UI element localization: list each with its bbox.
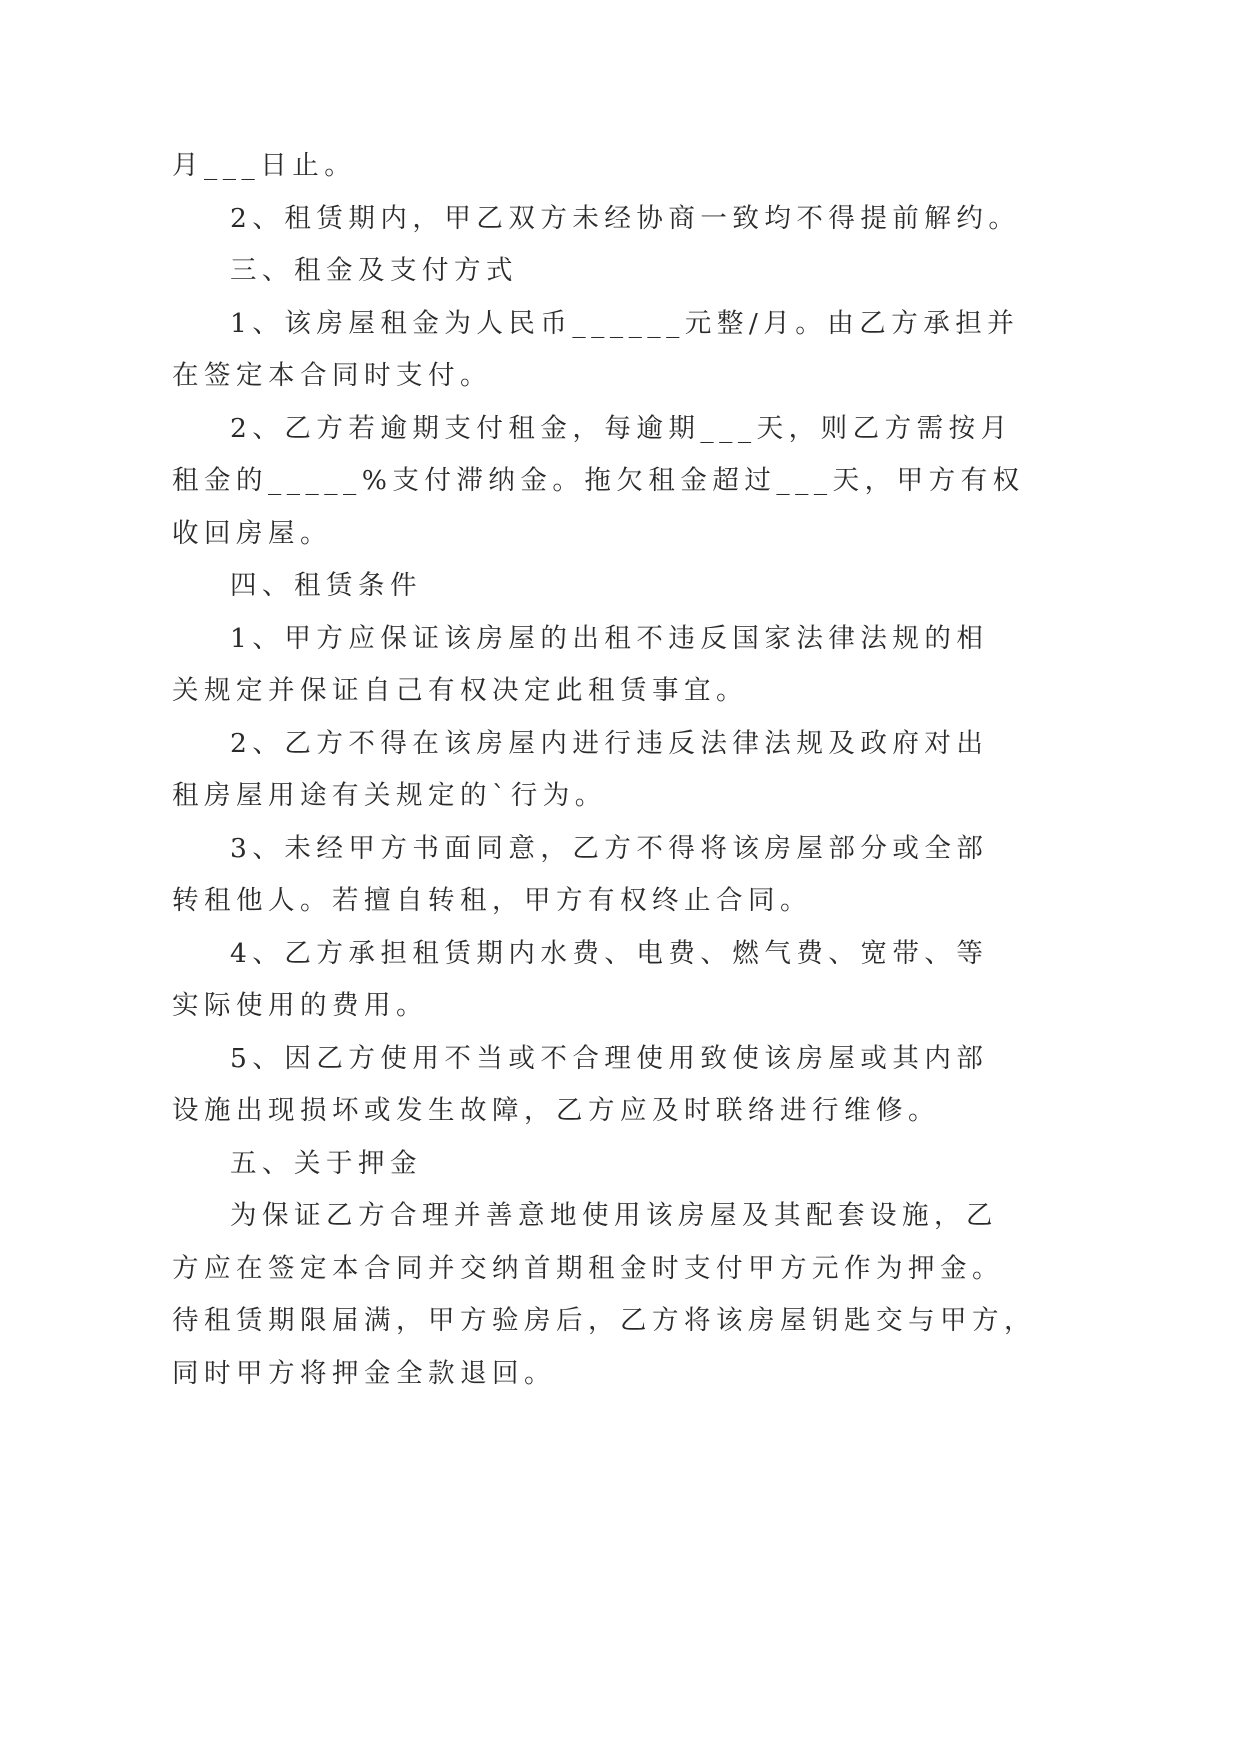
- section-heading: 五、关于押金: [230, 1147, 422, 1179]
- text-line: 4、乙方承担租赁期内水费、电费、燃气费、宽带、等: [230, 937, 989, 969]
- text-line: 为保证乙方合理并善意地使用该房屋及其配套设施，乙: [230, 1200, 998, 1231]
- text-line: 转租他人。若擅自转租，甲方有权终止合同。: [172, 885, 812, 916]
- text-line: 在签定本合同时支付。: [172, 360, 492, 391]
- text-line: 2、租赁期内，甲乙双方未经协商一致均不得提前解约。: [230, 202, 1021, 234]
- text-line: 待租赁期限届满，甲方验房后，乙方将该房屋钥匙交与甲方，: [172, 1305, 1036, 1336]
- text-line: 1、甲方应保证该房屋的出租不违反国家法律法规的相: [230, 622, 989, 654]
- text-line: 租房屋用途有关规定的`行为。: [172, 780, 607, 811]
- section-heading: 四、租赁条件: [230, 570, 422, 601]
- text-line: 3、未经甲方书面同意，乙方不得将该房屋部分或全部: [230, 832, 989, 864]
- text-line: 实际使用的费用。: [172, 990, 428, 1021]
- text-line: 关规定并保证自己有权决定此租赁事宜。: [172, 675, 748, 706]
- text-line: 1、该房屋租金为人民币______元整/月。由乙方承担并: [230, 307, 1020, 339]
- text-line: 2、乙方若逾期支付租金，每逾期___天，则乙方需按月: [230, 412, 1013, 444]
- text-line: 2、乙方不得在该房屋内进行违反法律法规及政府对出: [230, 727, 989, 759]
- text-line: 设施出现损坏或发生故障，乙方应及时联络进行维修。: [172, 1095, 940, 1126]
- text-line: 方应在签定本合同并交纳首期租金时支付甲方元作为押金。: [172, 1252, 1004, 1284]
- text-line: 5、因乙方使用不当或不合理使用致使该房屋或其内部: [230, 1042, 989, 1074]
- contract-body: [172, 140, 1036, 1400]
- text-line: 月___日止。: [172, 150, 357, 181]
- text-line: 同时甲方将押金全款退回。: [172, 1357, 556, 1389]
- section-heading: 三、租金及支付方式: [230, 255, 518, 286]
- text-line: 收回房屋。: [172, 517, 332, 549]
- text-line: 租金的_____%支付滞纳金。拖欠租金超过___天，甲方有权: [172, 465, 1025, 496]
